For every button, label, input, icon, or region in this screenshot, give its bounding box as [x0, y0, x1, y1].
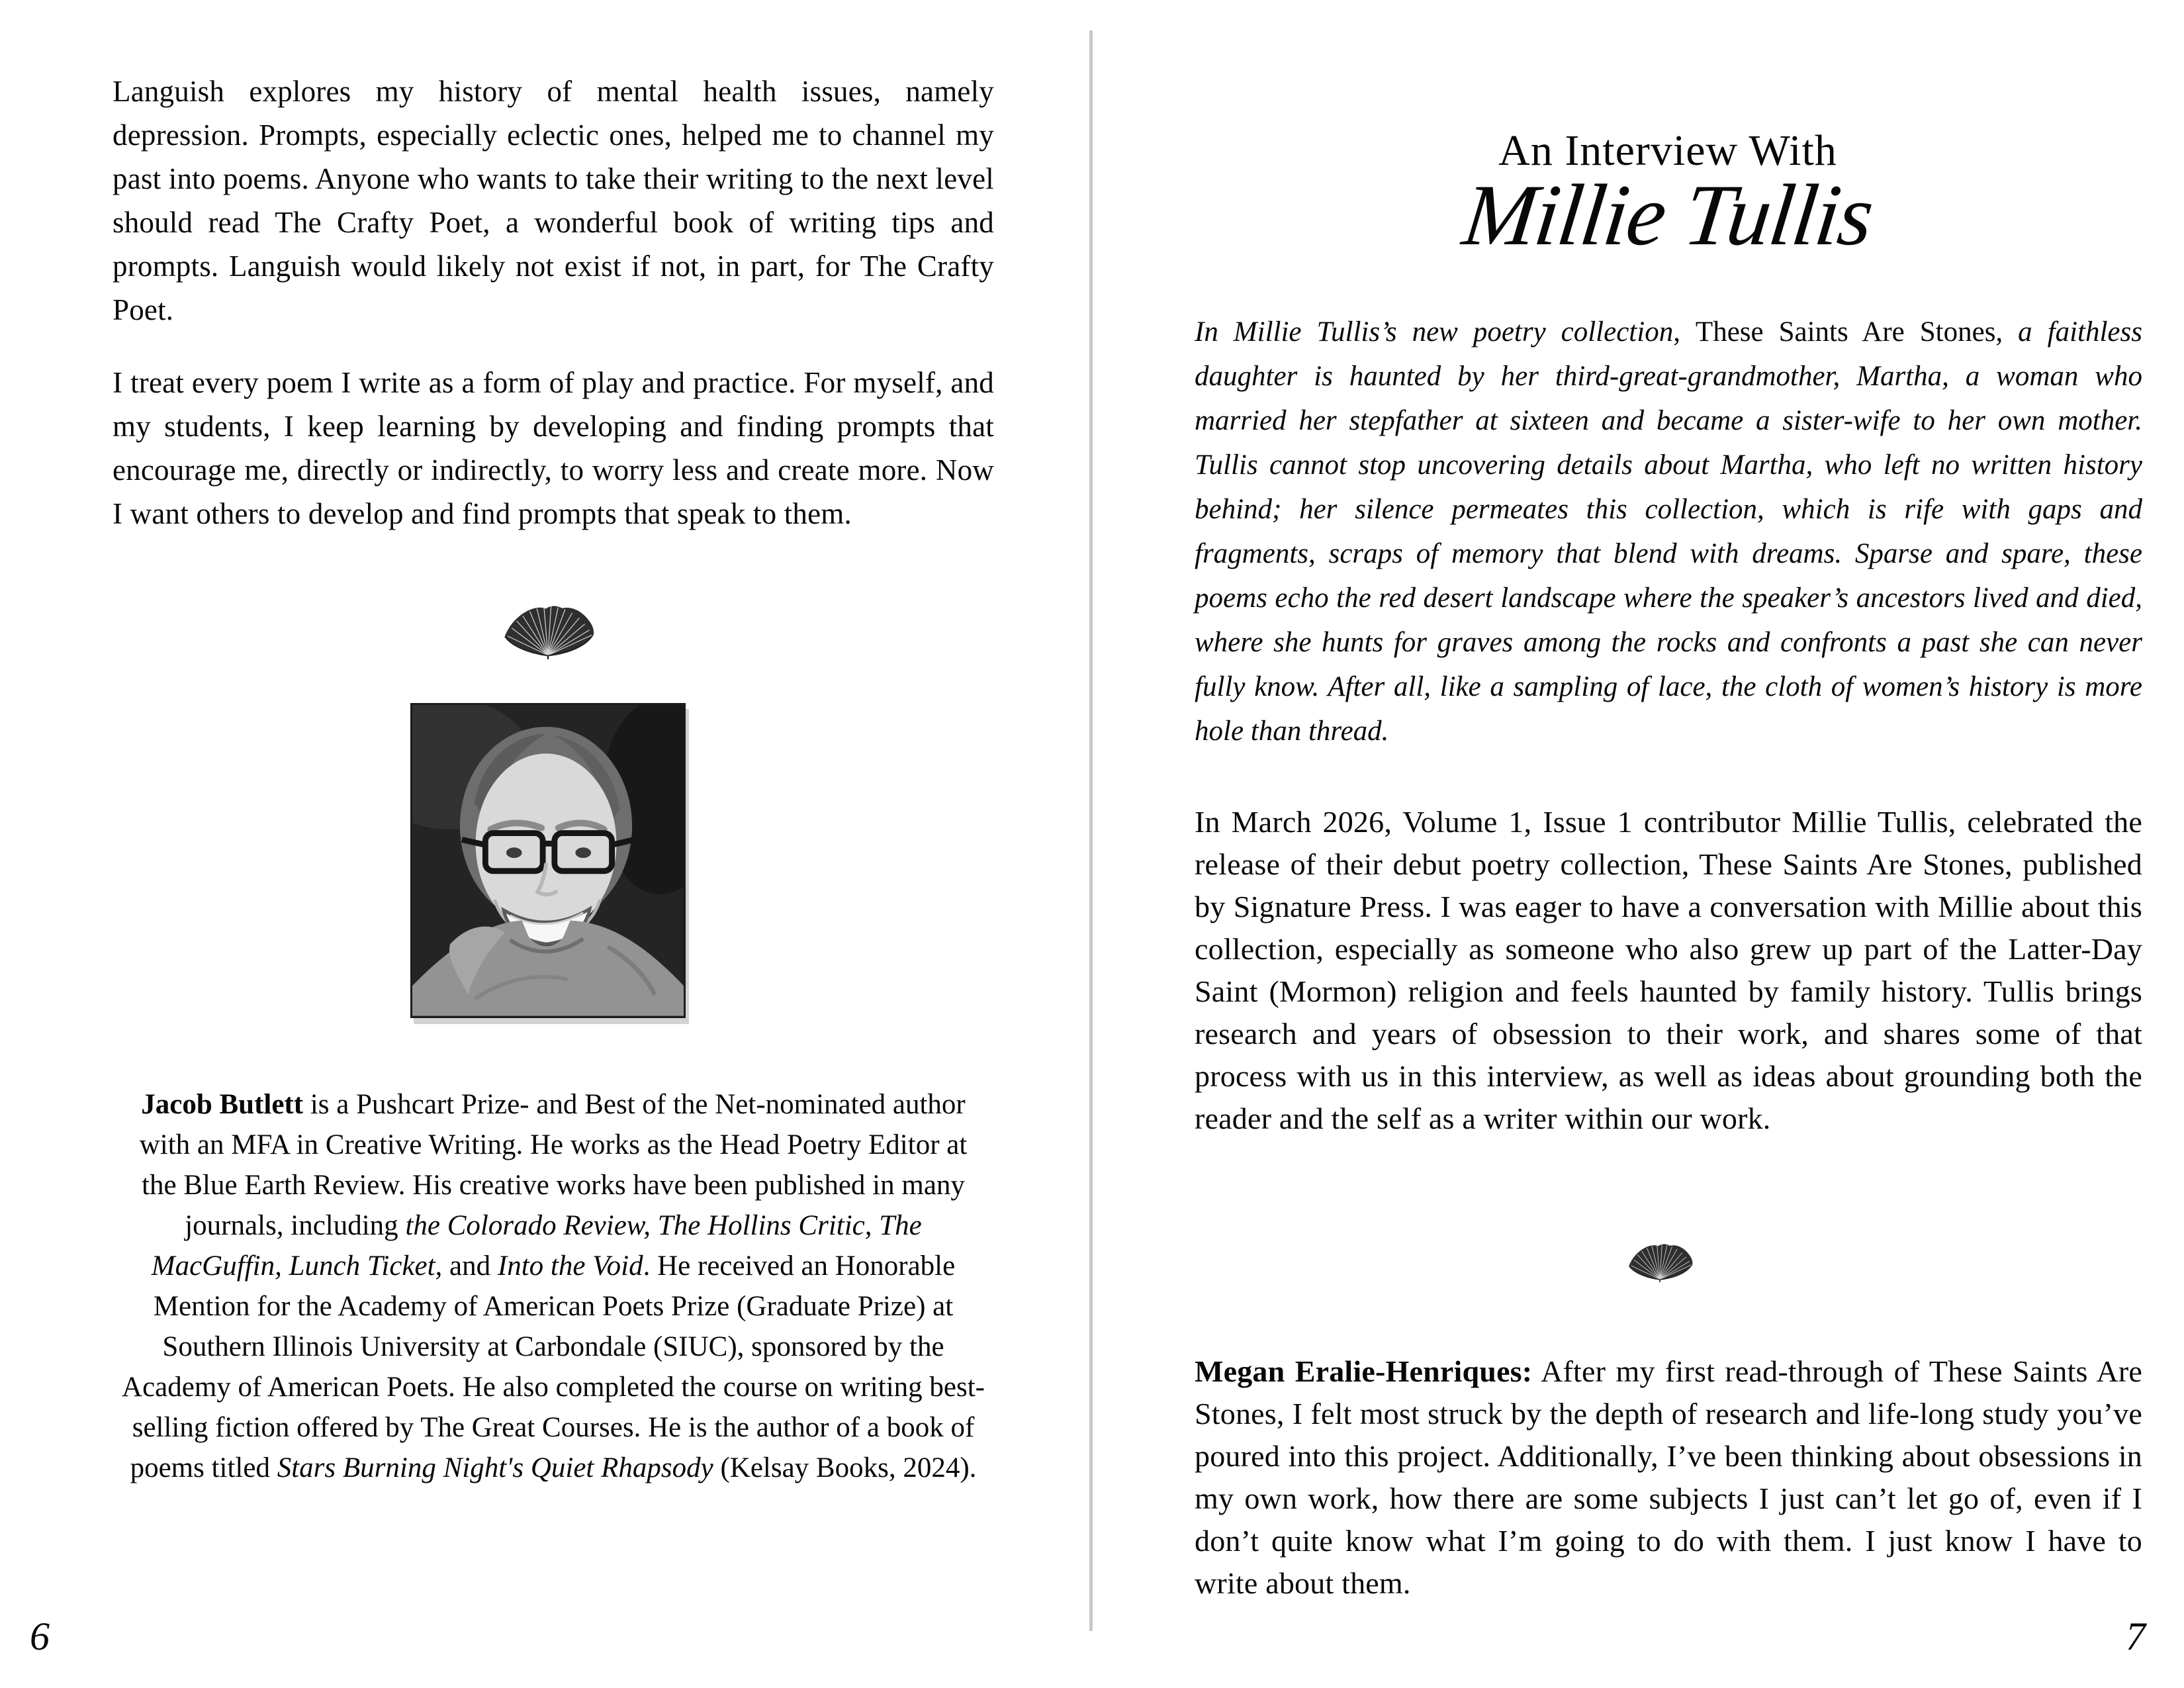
bio-text: and [442, 1250, 498, 1282]
question-text: After my first read-through of These Saints Are Stones, I felt most struck by the depth of research and life-long study you’ve poured into this project. Additionally, I’ve been thinking about obsessions in my own work, how there are some subjects I just can’t let go of, even if I don’t quite know what I’m going to do with them. I just know I have to write about them. [1195, 1354, 2142, 1600]
paragraph: Languish explores my history of mental health issues, namely depression. Prompts, especially eclectic ones, helped me to channel my past into poems. Anyone who wants to take their writing to the next level should read The Crafty Poet, a wonderful book of writing tips and prompts. Languish would likely not exist if not, in part, for The Crafty Poet. [113, 75, 994, 326]
ginkgo-leaf-ornament-icon [1620, 1239, 1700, 1286]
interview-question [1195, 1350, 2142, 1605]
book-title-roman: These Saints Are Stones, [1695, 316, 2003, 348]
page-divider [1089, 30, 1093, 1631]
bio-journal-titles: the Colorado Review, The Hollins Critic, The MacGuffin, Lunch Ticket, [151, 1210, 922, 1282]
page-number: 7 [2126, 1615, 2146, 1658]
intro-italic-text: a faithless daughter is haunted by her third-great-grandmother, Martha, a woman who married her stepfather at sixteen and became a sister-wife to her own mother. Tullis cannot stop uncovering details about Martha, who left no written history behind; her silence permeates this collection, which is rife with gaps and fragments, scraps of memory that blend with dreams. Sparse and spare, these poems echo the red desert landscape where the speaker’s ancestors lived and died, where she hunts for graves among the rocks and confronts a past she can never fully know. After all, like a sampling of lace, the cloth of women’s history is more hole than thread. [1195, 316, 2142, 747]
intro-paragraph [1195, 310, 2142, 753]
bio-text: . He received an Honorable Mention for the Academy of American Poets Prize (Graduate Prize) at Southern Illinois University at Carbondale (SIUC), sponsored by the Academy of American Poets. He also completed the course on writing best-selling fiction offered by The Great Courses. He is the author of a book of poems titled [122, 1250, 985, 1483]
context-paragraph: In March 2026, Volume 1, Issue 1 contributor Millie Tullis, celebrated the release of their debut poetry collection, These Saints Are Stones, published by Signature Press. I was eager to have a conversation with Millie about this collection, especially as someone who also grew up part of the Latter-Day Saint (Mormon) religion and feels haunted by family history. Tullis brings research and years of obsession to their work, and shares some of that process with us in this interview, as well as ideas about grounding both the reader and the self as a writer within our work. [1195, 805, 2142, 1135]
contributor-name: Jacob Butlett [141, 1089, 304, 1120]
interviewee-name-script: Millie Tullis [1458, 166, 1878, 263]
bio-text: is a Pushcart Prize- and Best of the Net-nominated author with an MFA in Creative Writing. He works as the Head Poetry Editor at the Blue Earth Review. His creative works have been published in many journals, including [139, 1089, 968, 1241]
bio-text: (Kelsay Books, 2024). [713, 1452, 977, 1483]
bio-book-title: Stars Burning Night's Quiet Rhapsody [277, 1452, 713, 1483]
contributor-bio [119, 1084, 987, 1488]
intro-italic-text: In Millie Tullis’s new poetry collection, [1195, 316, 1696, 348]
interviewer-name: Megan Eralie-Henriques: [1195, 1354, 1533, 1388]
bio-journal-title: Into the Void [497, 1250, 643, 1282]
page-number: 6 [30, 1615, 50, 1658]
portrait-photo [410, 703, 686, 1018]
paragraph: I treat every poem I write as a form of play and practice. For myself, and my students, I keep learning by developing and finding prompts that encourage me, directly or indirectly, to worry less and create more. Now I want others to develop and find prompts that speak to them. [113, 366, 994, 530]
ginkgo-leaf-ornament-icon [491, 604, 605, 659]
interview-heading: An Interview With [1498, 126, 1837, 175]
